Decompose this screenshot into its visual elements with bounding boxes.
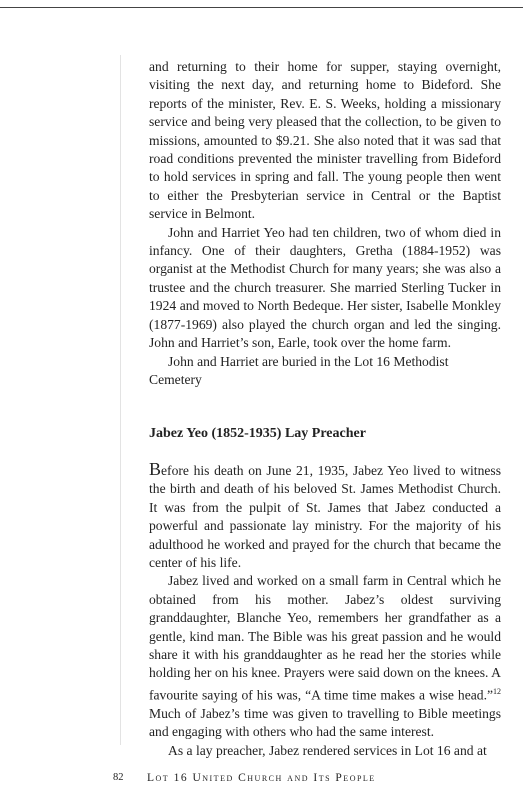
paragraph: As a lay preacher, Jabez rendered services in Lot 16 and at (168, 742, 487, 758)
section-heading: Jabez Yeo (1852-1935) Lay Preacher (149, 426, 366, 441)
paragraph (149, 572, 501, 741)
paragraph: John and Harriet are buried in the Lot 16 Methodist Cemetery (149, 353, 449, 387)
paragraph: and returning to their home for supper, staying overnight, visiting the next day, and returning home to Bideford. She reports of the minister, Rev. E. S. Weeks, holding a missionary service and being very pleased that the collection, to be given to missions, amounted to $9.21. She also noted that it was sad that road conditions prevented the minister travelling from Bideford to hold services in spring and fall. The young people then went to either the Presbyterian service in Central or the Baptist service in Belmont. (149, 59, 501, 222)
paragraph-text: Much of Jabez’s time was given to travelling to Bible meetings and engaging with others who had the same interest. (149, 705, 501, 740)
page-number: 82 (113, 772, 124, 783)
footnote-marker: 12 (493, 686, 501, 696)
paragraph-text: efore his death on June 21, 1935, Jabez Yeo lived to witness the birth and death of his beloved St. James Methodist Church. It was from the pulpit of St. James that Jabez conducted a powerful and passionate lay ministry. For the majority of his adulthood he worked and prayed for the church that became the center of his life. (149, 463, 501, 571)
running-head: Lot 16 United Church and Its People (147, 772, 376, 784)
paragraph (149, 460, 501, 572)
top-rule (0, 7, 523, 8)
paragraph-text: Jabez lived and worked on a small farm in Central which he obtained from his mother. Jabez’s oldest surviving granddaughter, Blanche Yeo, remembers her grandfather as a gentle, kind man. The Bible was his great passion and he would share it with his granddaughter as he read her the stories while holding her on his knee. Prayers were said down on the knees. A favourite saying of his was, “A time time makes a wise head.” (149, 573, 501, 703)
body-text-bottom (149, 460, 501, 760)
gutter-shadow (120, 55, 121, 745)
paragraph: John and Harriet Yeo had ten children, two of whom died in infancy. One of their daughters, Gretha (1884-1952) was organist at the Methodist Church for many years; she was also a trustee and the church treasurer. She married Sterling Tucker in 1924 and moved to North Bedeque. Her sister, Isabelle Monkley (1877-1969) also played the church organ and led the singing. John and Harriet’s son, Earle, took over the home farm. (149, 224, 501, 351)
body-text-top (149, 58, 501, 389)
drop-cap: B (149, 459, 162, 479)
